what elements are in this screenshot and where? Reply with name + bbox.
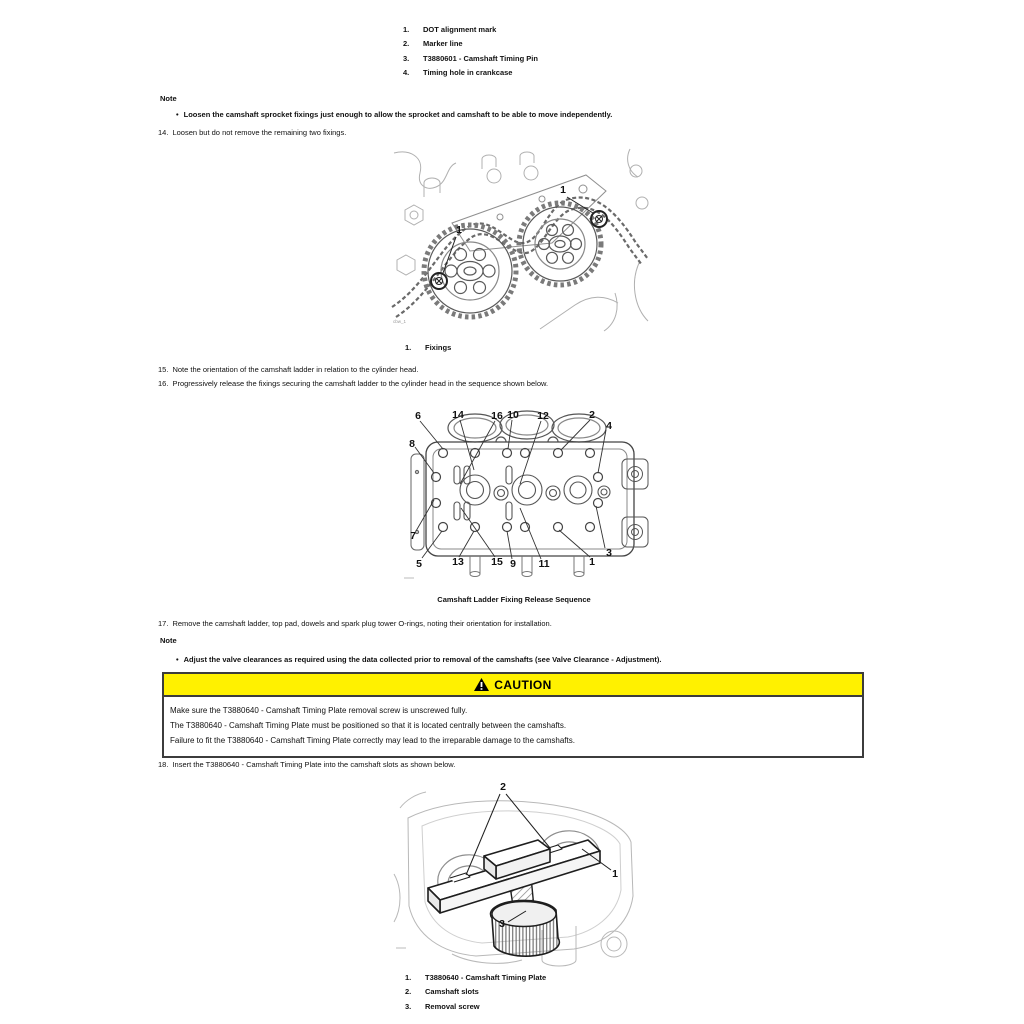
step-text: Progressively release the fixings securing the camshaft ladder to the cylinder head in the sequence shown below. bbox=[172, 379, 549, 388]
step-number: 14. bbox=[158, 128, 169, 137]
step-number: 16. bbox=[158, 379, 169, 388]
callout-14: 14 bbox=[452, 409, 464, 421]
figure-ladder-sequence bbox=[398, 402, 654, 591]
step-17 bbox=[158, 617, 552, 631]
timing-plate-diagram bbox=[392, 778, 646, 968]
list-item bbox=[403, 23, 538, 37]
callout-leader-lines bbox=[415, 420, 606, 559]
list-item bbox=[405, 985, 546, 999]
list-item bbox=[405, 1000, 546, 1014]
item-number: 3. bbox=[405, 1001, 412, 1011]
fixing-bolts-art bbox=[432, 449, 603, 532]
note-bullet bbox=[176, 109, 612, 121]
caution-line: The T3880640 - Camshaft Timing Plate must be positioned so that it is located centrally between the camshafts. bbox=[170, 721, 567, 730]
caption-number: 1. bbox=[405, 343, 412, 352]
figure-timing-plate bbox=[392, 778, 646, 973]
callout-1: 1 bbox=[589, 556, 595, 568]
item-number: 1. bbox=[403, 25, 410, 34]
note-bullet bbox=[176, 654, 661, 666]
callout-13: 13 bbox=[452, 556, 464, 568]
note-heading: Note bbox=[160, 94, 177, 103]
figure-caption-fixings bbox=[405, 343, 451, 352]
step-15 bbox=[158, 363, 418, 377]
bullet-dot bbox=[176, 109, 179, 121]
step-14 bbox=[158, 126, 346, 140]
cylinder-bores-art bbox=[448, 411, 606, 442]
caution-title: CAUTION bbox=[494, 677, 552, 692]
step-18 bbox=[158, 758, 455, 772]
callout-16: 16 bbox=[491, 410, 503, 422]
item-label: T3880640 - Camshaft Timing Plate bbox=[425, 973, 547, 982]
figure-caption-ladder-sequence: Camshaft Ladder Fixing Release Sequence bbox=[437, 595, 591, 604]
callout-9: 9 bbox=[510, 558, 516, 570]
figure-sprocket-fixings bbox=[390, 143, 658, 343]
item-label: Timing hole in crankcase bbox=[423, 67, 513, 77]
item-label: Marker line bbox=[423, 39, 463, 49]
callout-8: 8 bbox=[409, 438, 415, 450]
item-label: T3880601 - Camshaft Timing Pin bbox=[423, 53, 538, 63]
callout-1-left: 1 bbox=[456, 224, 462, 236]
list-item bbox=[405, 971, 546, 985]
item-label: Camshaft slots bbox=[425, 987, 479, 997]
item-number: 1. bbox=[405, 973, 412, 982]
step-number: 15. bbox=[158, 365, 169, 374]
caution-header bbox=[164, 674, 862, 697]
item-label: Removal screw bbox=[425, 1001, 480, 1011]
step-16 bbox=[158, 377, 548, 391]
note-bullet-text: Loosen the camshaft sprocket fixings just enough to allow the sprocket and camshaft to be able to move independently. bbox=[183, 110, 613, 119]
figure-key-list-top bbox=[403, 23, 538, 80]
item-number: 2. bbox=[403, 39, 410, 49]
item-number: 3. bbox=[403, 53, 410, 63]
callout-5: 5 bbox=[416, 558, 422, 570]
callout-2: 2 bbox=[500, 781, 506, 793]
callout-12: 12 bbox=[537, 410, 549, 422]
callout-6: 6 bbox=[415, 410, 421, 422]
warning-triangle-icon bbox=[474, 678, 489, 691]
callout-3: 3 bbox=[499, 918, 505, 930]
step-text: Insert the T3880640 - Camshaft Timing Plate into the camshaft slots as shown below. bbox=[172, 760, 456, 769]
callout-11: 11 bbox=[538, 558, 550, 570]
list-item bbox=[403, 52, 538, 66]
step-text: Remove the camshaft ladder, top pad, dowels and spark plug tower O-rings, noting their orientation for installation. bbox=[172, 619, 552, 628]
callout-7: 7 bbox=[410, 530, 416, 542]
note-heading: Note bbox=[160, 636, 177, 645]
step-number: 18. bbox=[158, 760, 169, 769]
bullet-dot bbox=[176, 654, 179, 666]
item-number: 2. bbox=[405, 987, 412, 997]
figure-key-list-bottom bbox=[405, 971, 546, 1014]
list-item bbox=[403, 66, 538, 80]
item-number: 4. bbox=[403, 67, 410, 77]
note-bullet-text: Adjust the valve clearances as required using the data collected prior to removal of the camshafts (see Valve Clearance - Adjustment). bbox=[183, 655, 662, 664]
caution-line: Failure to fit the T3880640 - Camshaft Timing Plate correctly may lead to the irreparable damage to the camshafts. bbox=[170, 736, 575, 745]
ladder-outline-art bbox=[411, 442, 648, 556]
chain-guide-plate-art bbox=[452, 175, 606, 251]
caution-line: Make sure the T3880640 - Camshaft Timing Plate removal screw is unscrewed fully. bbox=[170, 706, 468, 715]
figure-code: cbw_1 bbox=[393, 319, 407, 324]
ladder-sequence-diagram bbox=[398, 402, 654, 586]
callout-4: 4 bbox=[606, 420, 612, 432]
caution-box bbox=[162, 672, 864, 758]
caption-label: Fixings bbox=[425, 343, 452, 352]
step-text: Note the orientation of the camshaft ladder in relation to the cylinder head. bbox=[172, 365, 419, 374]
item-label: DOT alignment mark bbox=[423, 25, 497, 34]
sprocket-fixings-diagram bbox=[390, 143, 658, 338]
callout-1: 1 bbox=[612, 868, 618, 880]
caution-body bbox=[164, 697, 862, 756]
step-number: 17. bbox=[158, 619, 169, 628]
list-item bbox=[403, 37, 538, 51]
callout-2: 2 bbox=[589, 409, 595, 421]
callout-15: 15 bbox=[491, 556, 503, 568]
cam-journals-art bbox=[454, 466, 610, 520]
callout-10: 10 bbox=[507, 409, 519, 421]
callout-3: 3 bbox=[606, 547, 612, 559]
callout-1-right: 1 bbox=[560, 184, 566, 196]
step-text: Loosen but do not remove the remaining two fixings. bbox=[172, 128, 347, 137]
